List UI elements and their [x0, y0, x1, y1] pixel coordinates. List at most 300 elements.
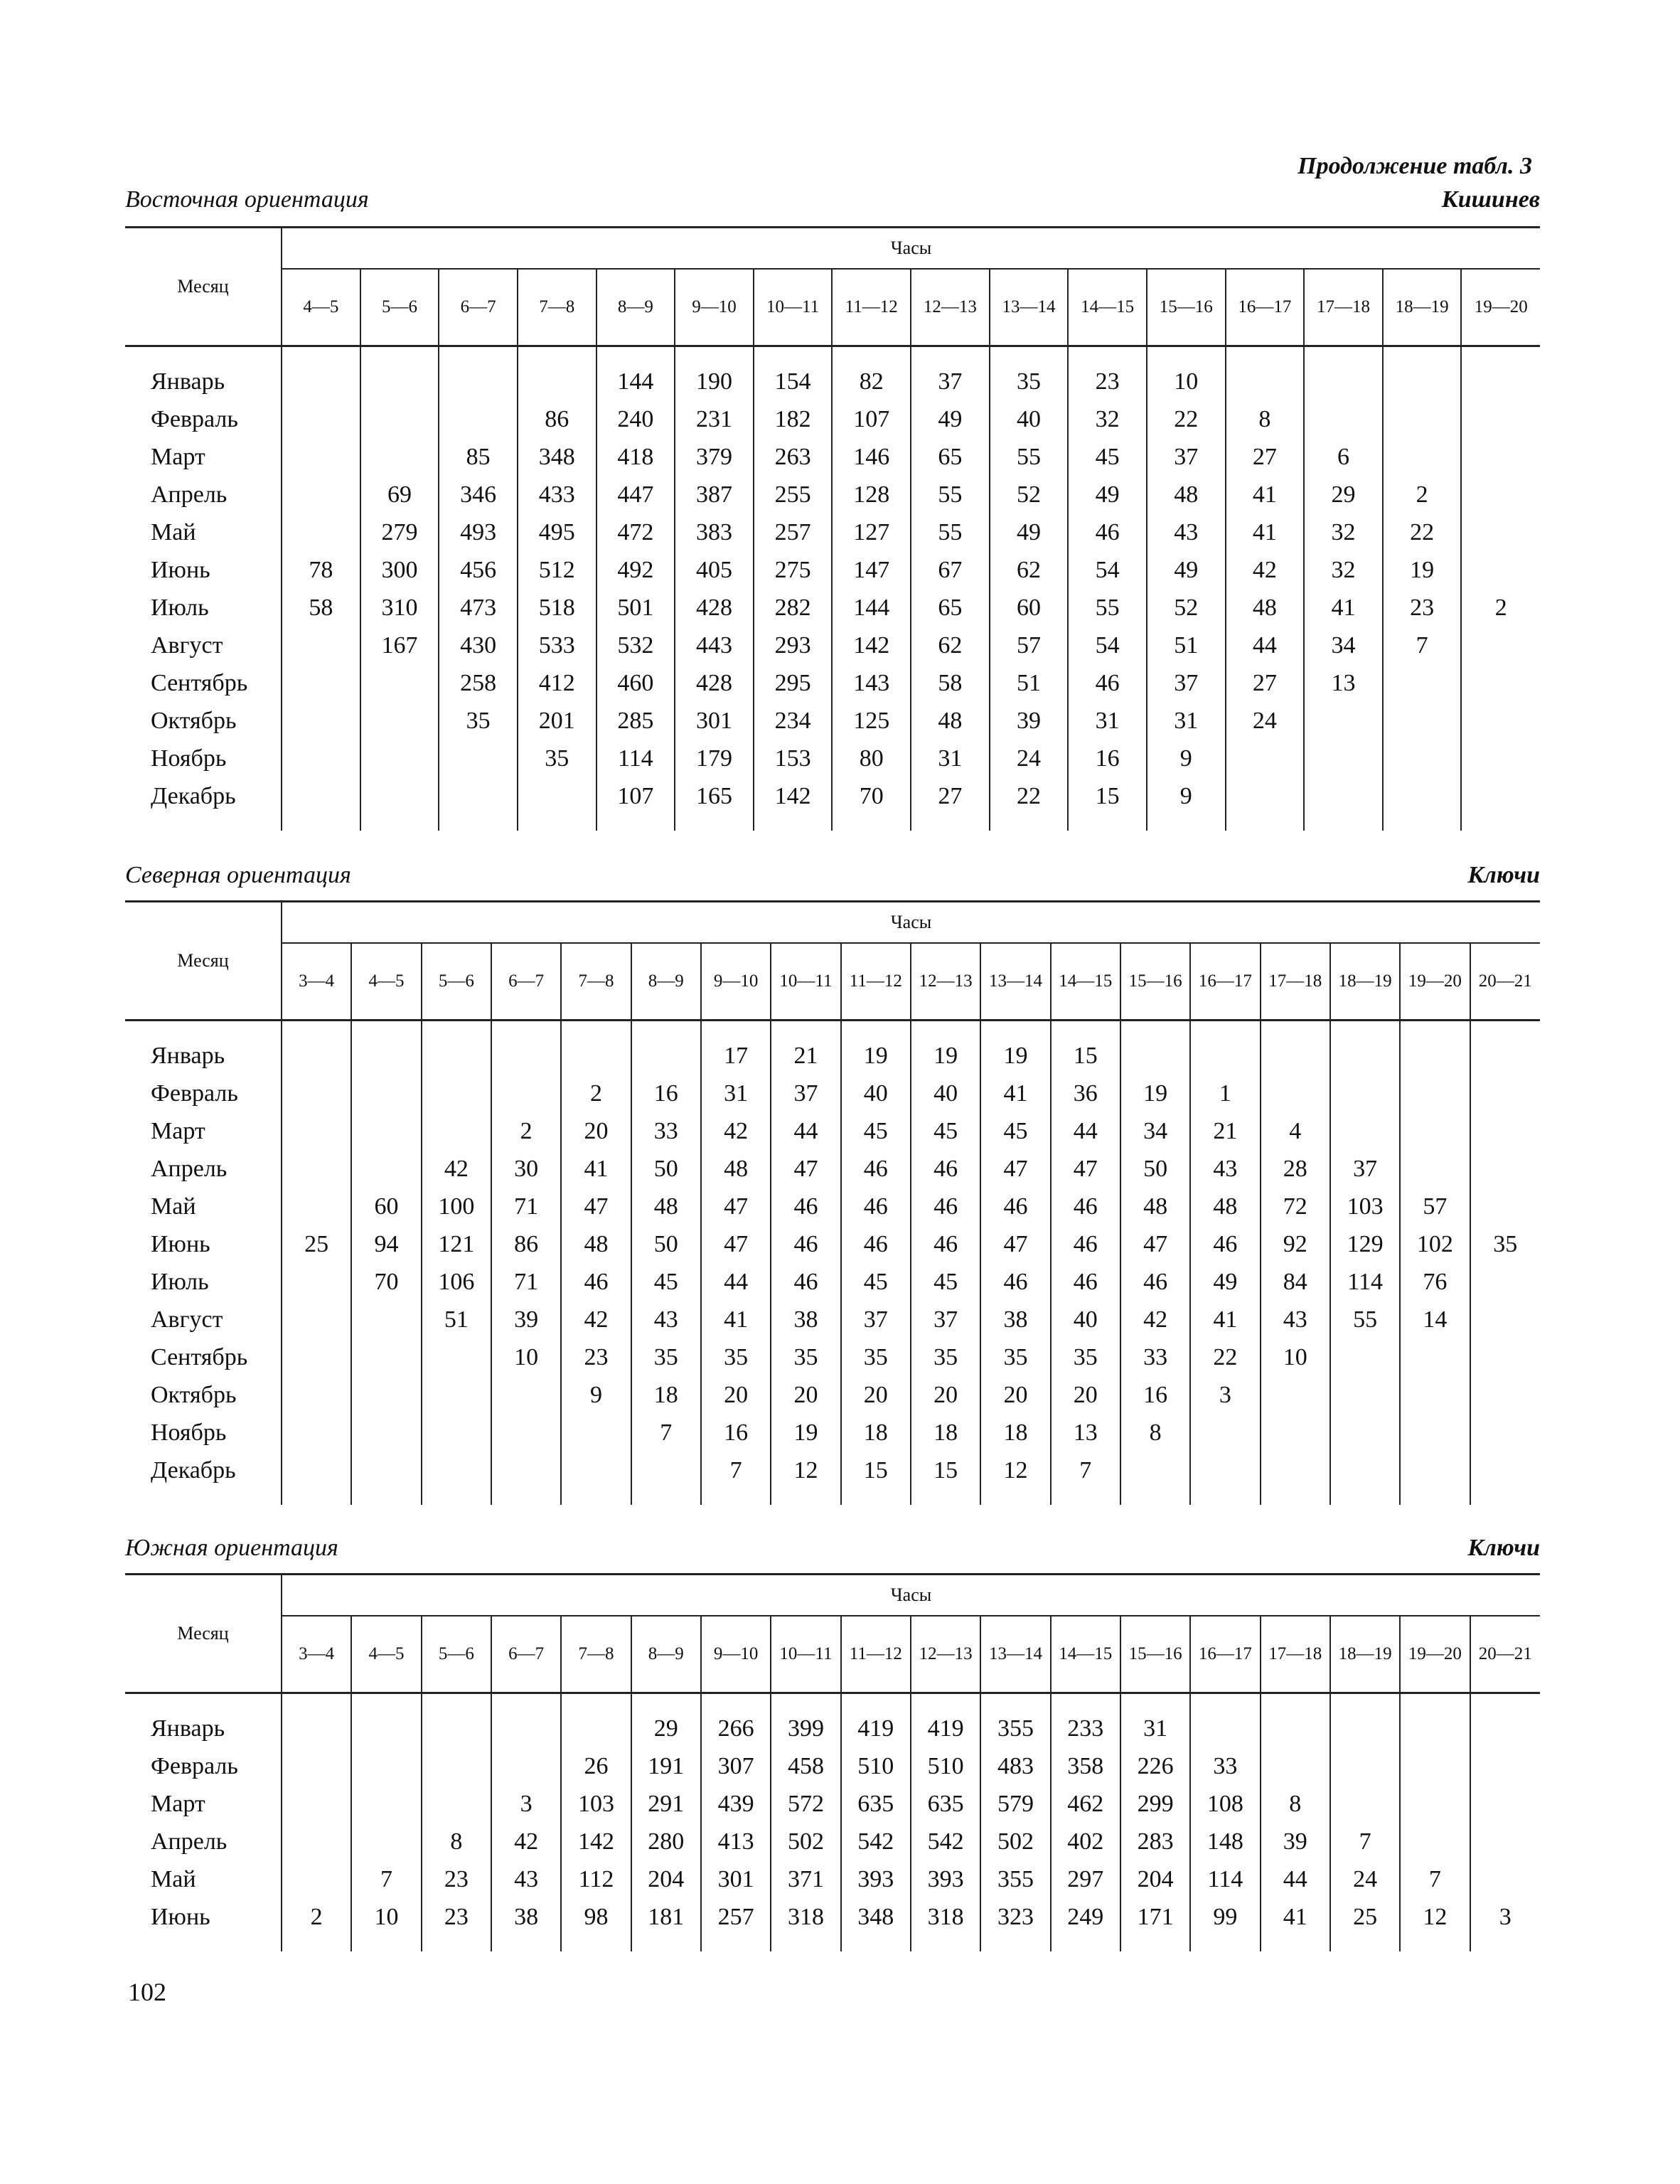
value-cell: 29	[631, 1710, 701, 1747]
value-cell: 1	[1190, 1075, 1260, 1112]
hour-column-header: 19—20	[1400, 1616, 1470, 1693]
value-cell: 24	[1226, 702, 1305, 740]
month-cell: Июль	[151, 1269, 209, 1295]
value-cell: 46	[911, 1150, 980, 1188]
hour-column-header: 11—12	[832, 269, 911, 346]
hour-column-header: 8—9	[631, 1616, 701, 1693]
value-cell: 114	[1190, 1860, 1260, 1898]
section-title: Северная ориентация	[125, 862, 351, 888]
value-cell	[1261, 1414, 1330, 1451]
value-cell: 148	[1190, 1823, 1260, 1860]
value-cell: 103	[561, 1785, 631, 1823]
value-cell	[1261, 1710, 1330, 1747]
value-cell: 16	[1068, 740, 1147, 777]
month-cell: Апрель	[151, 1156, 228, 1182]
hour-column-header: 13—14	[980, 943, 1050, 1021]
value-cell: 204	[631, 1860, 701, 1898]
value-cell: 346	[439, 476, 518, 513]
value-cell: 143	[832, 664, 911, 702]
hour-column-header: 16—17	[1190, 943, 1260, 1021]
table-row	[125, 589, 1540, 627]
value-cell: 35	[980, 1338, 1050, 1376]
section-city: Ключи	[1467, 862, 1540, 888]
value-cell: 121	[422, 1225, 491, 1263]
value-cell: 10	[351, 1898, 421, 1936]
value-cell: 37	[1147, 664, 1226, 702]
value-cell: 179	[675, 740, 754, 777]
value-cell	[1400, 1414, 1470, 1451]
value-cell: 46	[771, 1263, 840, 1301]
value-cell: 6	[1304, 438, 1383, 476]
table-row	[125, 777, 1540, 815]
value-cell: 47	[561, 1188, 631, 1225]
value-cell: 147	[832, 551, 911, 589]
value-cell	[1330, 1112, 1400, 1150]
value-cell: 49	[911, 400, 990, 438]
value-cell: 204	[1120, 1860, 1190, 1898]
value-cell	[351, 1301, 421, 1338]
hour-column-header: 16—17	[1226, 269, 1305, 346]
value-cell	[1330, 1414, 1400, 1451]
value-cell: 35	[518, 740, 596, 777]
value-cell	[282, 1710, 351, 1747]
value-cell: 181	[631, 1898, 701, 1936]
value-cell	[1400, 1150, 1470, 1188]
value-cell: 16	[1120, 1376, 1190, 1414]
value-cell: 48	[631, 1188, 701, 1225]
value-cell: 18	[980, 1414, 1050, 1451]
value-cell: 47	[1051, 1150, 1120, 1188]
value-cell	[1261, 1747, 1330, 1785]
table-row	[125, 1075, 1540, 1112]
value-cell: 2	[282, 1898, 351, 1936]
value-cell: 4	[1261, 1112, 1330, 1150]
table-row	[125, 702, 1540, 740]
value-cell	[1461, 664, 1540, 702]
value-cell	[282, 1037, 351, 1075]
value-cell	[1400, 1376, 1470, 1414]
value-cell: 35	[439, 702, 518, 740]
value-cell	[1190, 1710, 1260, 1747]
value-cell: 234	[754, 702, 833, 740]
value-cell	[491, 1037, 561, 1075]
value-cell: 460	[596, 664, 675, 702]
value-cell	[491, 1075, 561, 1112]
value-cell	[1330, 1451, 1400, 1489]
value-cell: 14	[1400, 1301, 1470, 1338]
value-cell: 283	[1120, 1823, 1190, 1860]
hour-column-header: 11—12	[841, 943, 911, 1021]
value-cell: 45	[980, 1112, 1050, 1150]
value-cell: 249	[1051, 1898, 1120, 1936]
value-cell	[439, 400, 518, 438]
value-cell	[422, 1075, 491, 1112]
value-cell: 47	[701, 1225, 771, 1263]
hour-column-header: 7—8	[518, 269, 596, 346]
value-cell: 19	[841, 1037, 911, 1075]
hour-column-header: 13—14	[980, 1616, 1050, 1693]
value-cell	[561, 1414, 631, 1451]
value-cell: 518	[518, 589, 596, 627]
value-cell	[351, 1747, 421, 1785]
value-cell	[422, 1376, 491, 1414]
value-cell: 579	[980, 1785, 1050, 1823]
value-cell: 405	[675, 551, 754, 589]
value-cell: 512	[518, 551, 596, 589]
value-cell: 46	[1068, 664, 1147, 702]
value-cell: 17	[701, 1037, 771, 1075]
value-cell	[422, 1414, 491, 1451]
value-cell: 48	[1147, 476, 1226, 513]
value-cell: 76	[1400, 1263, 1470, 1301]
value-cell	[282, 1338, 351, 1376]
value-cell: 37	[841, 1301, 911, 1338]
value-cell: 32	[1068, 400, 1147, 438]
value-cell: 501	[596, 589, 675, 627]
value-cell	[282, 1112, 351, 1150]
value-cell: 33	[631, 1112, 701, 1150]
hour-column-header: 7—8	[561, 1616, 631, 1693]
value-cell: 24	[1330, 1860, 1400, 1898]
value-cell: 13	[1051, 1414, 1120, 1451]
value-cell: 78	[282, 551, 360, 589]
value-cell	[422, 1710, 491, 1747]
value-cell: 191	[631, 1747, 701, 1785]
value-cell: 98	[561, 1898, 631, 1936]
value-cell	[561, 1710, 631, 1747]
hour-column-header: 18—19	[1383, 269, 1462, 346]
value-cell	[282, 476, 360, 513]
page-number: 102	[128, 1978, 166, 2006]
value-cell: 472	[596, 513, 675, 551]
month-column-header: Месяц	[125, 228, 282, 346]
value-cell	[1400, 1338, 1470, 1376]
value-cell	[1461, 551, 1540, 589]
value-cell: 41	[1190, 1301, 1260, 1338]
continuation-label: Продолжение табл. 3	[1298, 153, 1532, 179]
hour-column-header: 6—7	[491, 943, 561, 1021]
value-cell	[282, 1150, 351, 1188]
value-cell: 257	[701, 1898, 771, 1936]
value-cell: 44	[1051, 1112, 1120, 1150]
value-cell	[1304, 363, 1383, 400]
table-row	[125, 1037, 1540, 1075]
value-cell	[518, 363, 596, 400]
value-cell: 46	[911, 1188, 980, 1225]
table-spacer-row	[125, 1693, 1540, 1710]
hour-column-header: 15—16	[1120, 1616, 1190, 1693]
value-cell: 12	[980, 1451, 1050, 1489]
hour-column-header: 17—18	[1261, 943, 1330, 1021]
value-cell: 33	[1190, 1747, 1260, 1785]
value-cell: 510	[841, 1747, 911, 1785]
table-row	[125, 1301, 1540, 1338]
value-cell: 462	[1051, 1785, 1120, 1823]
value-cell	[282, 513, 360, 551]
value-cell	[1470, 1263, 1540, 1301]
value-cell	[422, 1451, 491, 1489]
value-cell: 190	[675, 363, 754, 400]
value-cell: 15	[1068, 777, 1147, 815]
section-city: Ключи	[1467, 1535, 1540, 1561]
value-cell: 533	[518, 627, 596, 664]
value-cell: 473	[439, 589, 518, 627]
value-cell: 80	[832, 740, 911, 777]
value-cell: 43	[1190, 1150, 1260, 1188]
value-cell	[491, 1710, 561, 1747]
value-cell	[351, 1823, 421, 1860]
hour-column-header: 10—11	[754, 269, 833, 346]
value-cell: 393	[841, 1860, 911, 1898]
value-cell: 36	[1051, 1075, 1120, 1112]
value-cell: 635	[841, 1785, 911, 1823]
value-cell	[282, 1075, 351, 1112]
value-cell: 263	[754, 438, 833, 476]
hour-column-header: 6—7	[439, 269, 518, 346]
value-cell: 45	[1068, 438, 1147, 476]
month-cell: Август	[151, 1306, 223, 1333]
hour-column-header: 6—7	[491, 1616, 561, 1693]
value-cell: 38	[771, 1301, 840, 1338]
value-cell: 502	[980, 1823, 1050, 1860]
value-cell	[1470, 1747, 1540, 1785]
value-cell	[439, 777, 518, 815]
value-cell: 37	[1330, 1150, 1400, 1188]
hour-column-header: 12—13	[911, 1616, 980, 1693]
value-cell	[1330, 1747, 1400, 1785]
hour-column-header: 17—18	[1261, 1616, 1330, 1693]
value-cell: 15	[1051, 1037, 1120, 1075]
value-cell: 43	[1147, 513, 1226, 551]
value-cell: 28	[1261, 1150, 1330, 1188]
value-cell: 108	[1190, 1785, 1260, 1823]
value-cell: 301	[701, 1860, 771, 1898]
hour-column-header: 8—9	[631, 943, 701, 1021]
value-cell: 16	[701, 1414, 771, 1451]
value-cell	[1470, 1188, 1540, 1225]
value-cell: 291	[631, 1785, 701, 1823]
value-cell	[631, 1451, 701, 1489]
value-cell: 492	[596, 551, 675, 589]
value-cell: 428	[675, 664, 754, 702]
value-cell	[1470, 1338, 1540, 1376]
value-cell: 27	[1226, 438, 1305, 476]
value-cell: 142	[561, 1823, 631, 1860]
value-cell	[360, 363, 439, 400]
value-cell: 19	[1383, 551, 1462, 589]
east-orientation-table	[125, 226, 1540, 831]
value-cell: 55	[1068, 589, 1147, 627]
table-row	[125, 740, 1540, 777]
value-cell: 47	[771, 1150, 840, 1188]
table-row	[125, 1338, 1540, 1376]
value-cell: 355	[980, 1710, 1050, 1747]
hour-column-header: 10—11	[771, 1616, 840, 1693]
value-cell	[1470, 1376, 1540, 1414]
value-cell: 542	[911, 1823, 980, 1860]
value-cell: 258	[439, 664, 518, 702]
value-cell	[1470, 1451, 1540, 1489]
value-cell	[1383, 664, 1462, 702]
value-cell: 307	[701, 1747, 771, 1785]
value-cell: 48	[701, 1150, 771, 1188]
hour-column-header: 20—21	[1470, 943, 1540, 1021]
value-cell: 18	[841, 1414, 911, 1451]
value-cell	[1383, 740, 1462, 777]
hours-group-header: Часы	[282, 902, 1540, 944]
value-cell	[1330, 1710, 1400, 1747]
value-cell: 125	[832, 702, 911, 740]
value-cell	[1461, 627, 1540, 664]
value-cell: 16	[631, 1075, 701, 1112]
value-cell: 35	[631, 1338, 701, 1376]
value-cell: 393	[911, 1860, 980, 1898]
value-cell	[422, 1785, 491, 1823]
value-cell: 572	[771, 1785, 840, 1823]
month-cell: Декабрь	[151, 783, 236, 809]
value-cell: 46	[771, 1188, 840, 1225]
value-cell: 54	[1068, 627, 1147, 664]
value-cell	[282, 1823, 351, 1860]
value-cell: 128	[832, 476, 911, 513]
value-cell: 22	[1383, 513, 1462, 551]
value-cell: 279	[360, 513, 439, 551]
month-column-header: Месяц	[125, 902, 282, 1021]
value-cell: 86	[518, 400, 596, 438]
value-cell	[351, 1075, 421, 1112]
value-cell	[351, 1710, 421, 1747]
value-cell: 44	[701, 1263, 771, 1301]
value-cell: 22	[1190, 1338, 1260, 1376]
value-cell: 9	[1147, 740, 1226, 777]
value-cell: 502	[771, 1823, 840, 1860]
value-cell: 58	[282, 589, 360, 627]
value-cell: 7	[1400, 1860, 1470, 1898]
value-cell: 46	[841, 1150, 911, 1188]
value-cell: 3	[1470, 1898, 1540, 1936]
value-cell	[1330, 1037, 1400, 1075]
value-cell: 182	[754, 400, 833, 438]
value-cell: 15	[841, 1451, 911, 1489]
value-cell: 51	[422, 1301, 491, 1338]
value-cell: 129	[1330, 1225, 1400, 1263]
value-cell: 318	[771, 1898, 840, 1936]
value-cell: 92	[1261, 1225, 1330, 1263]
value-cell: 82	[832, 363, 911, 400]
value-cell	[282, 363, 360, 400]
value-cell	[1261, 1376, 1330, 1414]
value-cell: 32	[1304, 513, 1383, 551]
value-cell: 240	[596, 400, 675, 438]
value-cell	[282, 1785, 351, 1823]
hour-column-header: 12—13	[911, 269, 990, 346]
value-cell	[360, 664, 439, 702]
value-cell: 231	[675, 400, 754, 438]
table-spacer-row	[125, 346, 1540, 363]
table-row	[125, 513, 1540, 551]
value-cell	[1383, 363, 1462, 400]
hour-column-header: 8—9	[596, 269, 675, 346]
month-cell: Март	[151, 1791, 205, 1817]
value-cell: 85	[439, 438, 518, 476]
month-cell: Январь	[151, 1715, 225, 1742]
value-cell: 146	[832, 438, 911, 476]
hours-group-header: Часы	[282, 1575, 1540, 1616]
value-cell: 35	[701, 1338, 771, 1376]
value-cell	[282, 664, 360, 702]
month-cell: Февраль	[151, 406, 238, 432]
value-cell: 25	[1330, 1898, 1400, 1936]
value-cell	[351, 1451, 421, 1489]
value-cell	[282, 1747, 351, 1785]
value-cell	[518, 777, 596, 815]
hour-column-header: 20—21	[1470, 1616, 1540, 1693]
value-cell: 39	[1261, 1823, 1330, 1860]
month-cell: Январь	[151, 368, 225, 395]
value-cell: 47	[701, 1188, 771, 1225]
value-cell: 69	[360, 476, 439, 513]
value-cell	[351, 1376, 421, 1414]
value-cell: 32	[1304, 551, 1383, 589]
value-cell	[1400, 1747, 1470, 1785]
table-row	[125, 1414, 1540, 1451]
value-cell	[282, 627, 360, 664]
value-cell	[1304, 740, 1383, 777]
value-cell: 18	[911, 1414, 980, 1451]
value-cell: 52	[990, 476, 1069, 513]
value-cell: 419	[911, 1710, 980, 1747]
value-cell	[1470, 1075, 1540, 1112]
value-cell: 371	[771, 1860, 840, 1898]
value-cell	[422, 1112, 491, 1150]
value-cell	[1120, 1451, 1190, 1489]
value-cell: 35	[1470, 1225, 1540, 1263]
value-cell	[1190, 1451, 1260, 1489]
value-cell	[1261, 1451, 1330, 1489]
value-cell	[282, 438, 360, 476]
value-cell: 266	[701, 1710, 771, 1747]
value-cell: 33	[1120, 1338, 1190, 1376]
value-cell	[1470, 1710, 1540, 1747]
value-cell	[1383, 702, 1462, 740]
value-cell: 295	[754, 664, 833, 702]
value-cell: 257	[754, 513, 833, 551]
value-cell: 13	[1304, 664, 1383, 702]
value-cell	[1226, 777, 1305, 815]
value-cell: 40	[911, 1075, 980, 1112]
value-cell: 67	[911, 551, 990, 589]
section-title: Южная ориентация	[125, 1535, 338, 1561]
table-spacer-row	[125, 815, 1540, 831]
value-cell: 70	[351, 1263, 421, 1301]
value-cell: 114	[596, 740, 675, 777]
month-cell: Октябрь	[151, 708, 237, 734]
value-cell	[1461, 476, 1540, 513]
table-spacer-row	[125, 1489, 1540, 1505]
value-cell	[282, 1301, 351, 1338]
value-cell	[1461, 702, 1540, 740]
value-cell	[1470, 1823, 1540, 1860]
value-cell: 50	[631, 1225, 701, 1263]
value-cell: 510	[911, 1747, 980, 1785]
value-cell: 7	[1051, 1451, 1120, 1489]
value-cell	[1400, 1710, 1470, 1747]
value-cell: 112	[561, 1860, 631, 1898]
value-cell	[561, 1037, 631, 1075]
month-cell: Март	[151, 1118, 205, 1144]
value-cell: 43	[1261, 1301, 1330, 1338]
value-cell	[491, 1747, 561, 1785]
